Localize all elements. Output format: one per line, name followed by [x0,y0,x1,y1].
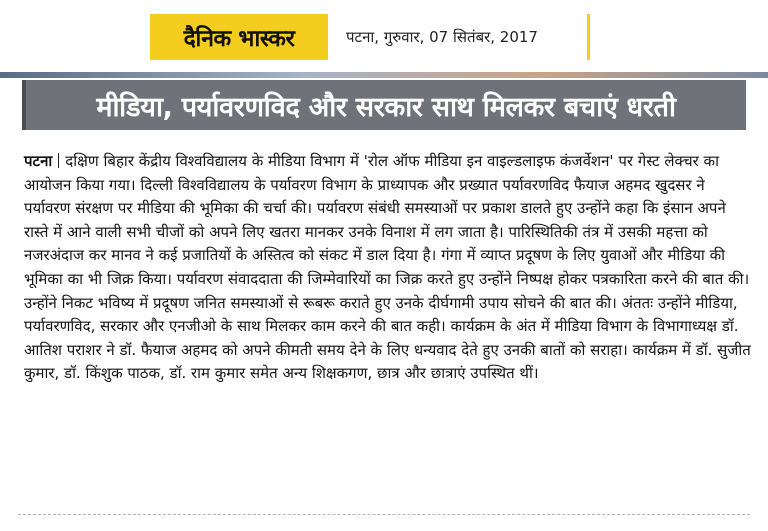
logo-text: दैनिक भास्कर [183,26,295,52]
headline: मीडिया, पर्यावरणविद और सरकार साथ मिलकर बचाएं धरती [96,91,676,123]
masthead [0,0,768,72]
article-dateline: पटना [24,152,53,170]
bottom-divider [18,514,750,515]
dateline-separator [58,153,59,168]
article-text: दक्षिण बिहार केंद्रीय विश्वविद्यालय के मीडिया विभाग में 'रोल ऑफ मीडिया इन वाइल्डलाइफ कंजर्वेशन' पर गेस्ट लेक्चर का आयोजन किया गया। दिल्ली विश्वविद्यालय के पर्यावरण विभाग के प्राध्यापक और प्रख्यात पर्यावरणविद फैयाज अहमद खुदसर ने पर्यावरण संरक्षण पर मीडिया की भूमिका की चर्चा की। पर्यावरण संबंधी समस्याओं पर प्रकाश डालते हुए उन्होंने कहा कि इंसान अपने रास्ते में आने वाली सभी चीजों को अपने लिए खतरा मानकर उनके विनाश में लग जाता है। पारिस्थितिकी तंत्र में उसकी महत्ता को नजरअंदाज कर मानव ने कई प्रजातियों के अस्तित्व को संकट में डाल दिया है। गंगा में व्याप्त प्रदूषण के लिए युवाओं और मीडिया की भूमिका का भी जिक्र किया। पर्यावरण संवाददाता की जिम्मेवारियों का जिक्र करते हुए उन्होंने निष्पक्ष होकर पत्रकारिता करने की बात की। उन्होंने निकट भविष्य में प्रदूषण जनित समस्याओं से रूबरू कराते हुए उनके दीर्घगामी उपाय सोचने की बात की। अंततः उन्होंने मीडिया, पर्यावरणविद, सरकार और एनजीओ के साथ मिलकर काम करने की बात कही। कार्यक्रम के अंत में मीडिया विभाग के विभागाध्यक्ष डॉ. आतिश पराशर ने डॉ. फैयाज अहमद को अपने कीमती समय देने के लिए धन्यवाद देते हुए उनकी बातों को सराहा। कार्यक्रम में डॉ. सुजीत कुमार, डॉ. किंशुक पाठक, डॉ. राम कुमार समेत अन्य शिक्षकगण, छात्र और छात्राएं उपस्थित थीं। [24,152,751,383]
edition-dateline: पटना, गुरुवार, 07 सितंबर, 2017 [328,14,590,60]
photo-strip [0,72,768,78]
newspaper-logo [150,14,328,60]
headline-bar [22,80,746,130]
article-body [24,150,752,386]
